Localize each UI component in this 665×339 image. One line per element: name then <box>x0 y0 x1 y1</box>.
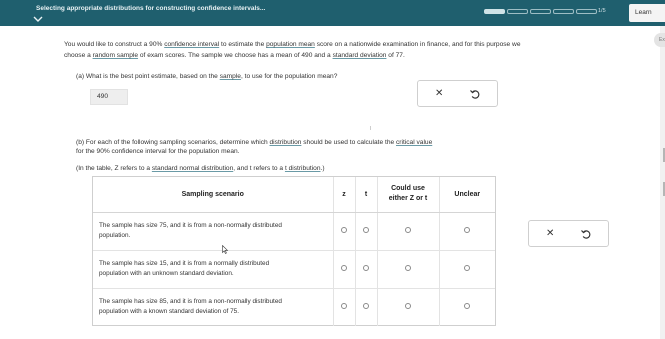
intro-text: of exam scores. The sample we choose has a mean of 490 and a <box>138 52 333 59</box>
radio-unclear[interactable] <box>464 303 470 309</box>
scenario-text: population with an unknown standard deviation. <box>99 270 234 277</box>
header-z: z <box>333 177 355 212</box>
glossary-link-standard-deviation[interactable]: standard deviation <box>332 52 387 59</box>
radio-unclear[interactable] <box>464 265 470 271</box>
cell-unclear <box>439 212 495 250</box>
glossary-link-confidence-interval[interactable]: confidence interval <box>164 41 220 48</box>
scenario-text: population with a known standard deviation of 75. <box>99 308 239 316</box>
cell-z <box>333 250 355 288</box>
part-b-text: (b) For each of the following sampling scenarios, determine which <box>76 139 270 146</box>
radio-t[interactable] <box>363 227 369 233</box>
note-text: .) <box>320 165 325 172</box>
cell-unclear <box>439 288 495 326</box>
header-either <box>377 177 439 212</box>
progress-segment <box>507 9 528 14</box>
table-note <box>76 164 496 175</box>
scenario-text: The sample has size 75, and it is from a non-normally distributed <box>99 221 282 229</box>
progress-segment <box>553 9 574 14</box>
text-cursor-mark: I <box>370 126 372 132</box>
mouse-pointer-icon <box>222 245 228 254</box>
intro-line-2 <box>64 51 654 62</box>
table-row <box>93 212 495 250</box>
radio-z[interactable] <box>341 265 347 271</box>
scenario-cell <box>93 288 333 326</box>
progress-bar <box>484 9 597 14</box>
table-row <box>93 288 495 326</box>
undo-icon[interactable] <box>469 88 481 100</box>
scenario-text: The sample has size 85, and it is from a non-normally distributed <box>99 297 282 305</box>
header-either-line-2: either Z or t <box>388 195 428 203</box>
glossary-link-t-distribution[interactable]: t distribution <box>284 165 321 172</box>
table-header-row <box>93 177 495 212</box>
cell-t <box>355 212 377 250</box>
intro-text: of 77. <box>386 52 405 59</box>
answer-toolbox-a <box>417 80 498 107</box>
radio-t[interactable] <box>363 303 369 309</box>
radio-either[interactable] <box>405 303 411 309</box>
undo-icon[interactable] <box>580 228 592 240</box>
part-b-text: should be used to calculate the <box>301 139 396 146</box>
intro-text: score on a nationwide examination in finance, and for this purpose we <box>314 41 521 48</box>
radio-z[interactable] <box>341 303 347 309</box>
close-icon[interactable]: ✕ <box>435 88 444 99</box>
cell-t <box>355 288 377 326</box>
scenario-table <box>92 176 496 326</box>
scenario-cell <box>93 212 333 250</box>
point-estimate-input[interactable]: 490 <box>90 89 128 105</box>
cell-unclear <box>439 250 495 288</box>
radio-t[interactable] <box>363 265 369 271</box>
radio-z[interactable] <box>341 227 347 233</box>
close-icon[interactable]: ✕ <box>546 228 555 239</box>
intro-line-1 <box>64 40 654 51</box>
cell-either <box>377 212 439 250</box>
part-a-text: (a) What is the best point estimate, based on the <box>76 73 220 80</box>
cell-either <box>377 288 439 326</box>
radio-either[interactable] <box>405 265 411 271</box>
radio-unclear[interactable] <box>464 227 470 233</box>
part-b-line-2: for the 90% confidence interval for the population mean. <box>76 148 240 155</box>
intro-text: choose a <box>64 52 93 59</box>
header-t: t <box>355 177 377 212</box>
intro-text: to estimate the <box>219 41 267 48</box>
part-a-text: , to use for the population mean? <box>240 73 338 80</box>
header-sampling-scenario: Sampling scenario <box>93 177 333 212</box>
scenario-cell <box>93 250 333 288</box>
progress-segment <box>484 9 505 14</box>
progress-segment <box>530 9 551 14</box>
intro-text: You would like to construct a 90% <box>64 41 165 48</box>
glossary-link-standard-normal-distribution[interactable]: standard normal distribution <box>151 165 234 172</box>
glossary-link-critical-value[interactable]: critical value <box>395 139 433 146</box>
table-row <box>93 250 495 288</box>
progress-count: 1/5 <box>598 8 606 14</box>
note-text: (In the table, Z refers to a <box>76 165 152 172</box>
cell-either <box>377 250 439 288</box>
part-a-question <box>76 72 416 83</box>
learn-button[interactable]: Learn <box>629 4 665 22</box>
chevron-down-icon[interactable] <box>33 15 43 23</box>
cell-z <box>333 288 355 326</box>
topic-title: Selecting appropriate distributions for constructing confidence intervals... <box>36 5 266 12</box>
scenario-text: The sample has size 15, and it is from a normally distributed <box>99 259 270 267</box>
glossary-link-sample[interactable]: sample <box>219 73 241 80</box>
progress-segment <box>576 9 597 14</box>
glossary-link-random-sample[interactable]: random sample <box>92 52 139 59</box>
example-button[interactable]: Ex <box>654 33 665 47</box>
header-either-line-1: Could use <box>391 185 425 193</box>
glossary-link-population-mean[interactable]: population mean <box>266 41 315 48</box>
scenario-text: population. <box>99 232 131 239</box>
answer-toolbox-b <box>528 220 609 247</box>
radio-either[interactable] <box>405 227 411 233</box>
cell-t <box>355 250 377 288</box>
top-bar <box>0 0 665 26</box>
header-unclear: Unclear <box>439 177 495 212</box>
cell-z <box>333 212 355 250</box>
note-text: , and t refers to a <box>233 165 285 172</box>
glossary-link-distribution[interactable]: distribution <box>269 139 302 146</box>
